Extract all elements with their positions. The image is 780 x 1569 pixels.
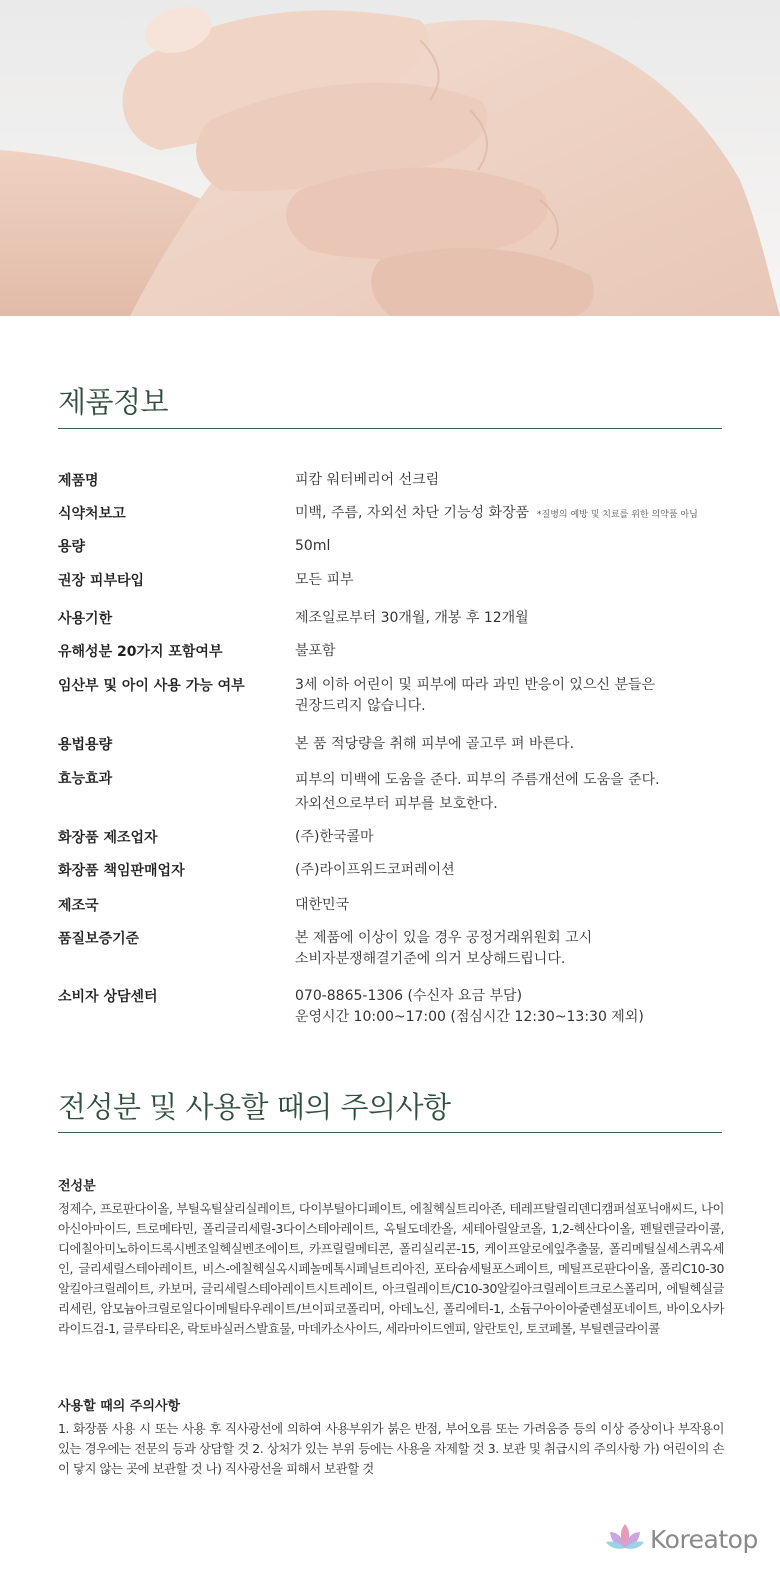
info-note: *질병의 예방 및 치료를 위한 의약품 아님	[537, 510, 698, 520]
info-label: 권장 피부타입	[58, 573, 145, 589]
info-label: 품질보증기준	[58, 931, 140, 947]
ingredients-heading: 전성분	[58, 1179, 96, 1194]
info-label: 유해성분 20가지 포함여부	[58, 644, 223, 660]
info-value: 50ml	[295, 538, 331, 554]
info-label: 화장품 책임판매업자	[58, 863, 185, 879]
lotus-icon	[606, 1522, 644, 1556]
section-title-product-info: 제품정보	[58, 385, 169, 419]
info-value: 피캄 워터베리어 선크림	[295, 472, 440, 488]
info-label: 제조국	[58, 898, 99, 914]
section-divider	[58, 428, 722, 429]
info-value: 피부의 미백에 도움을 준다. 피부의 주름개선에 도움을 준다. 자외선으로부터 피부를 보호한다.	[295, 772, 660, 812]
hero-photo	[0, 0, 780, 316]
cautions-text: 1. 화장품 사용 시 또는 사용 후 직사광선에 의하여 사용부위가 붉은 반점, 부어오름 또는 가려움증 등의 이상 증상이나 부작용이 있는 경우에는 전문의 등과 상담할 것 2. 상처가 있는 부위 등에는 사용을 자제할 것 3. 보관 및 취급시의 주의사항 가) 어린이의 손이 닿지 않는 곳에 보관할 것 나) 직사광선을 피해서 보관할 것	[58, 1421, 724, 1476]
info-label: 임산부 및 아이 사용 가능 여부	[58, 678, 245, 694]
info-value: (주)한국콜마	[295, 829, 374, 845]
section-divider	[58, 1132, 722, 1133]
info-label: 용량	[58, 539, 86, 555]
hands-illustration	[0, 0, 780, 316]
info-value: 모든 피부	[295, 572, 354, 588]
info-value: 본 제품에 이상이 있을 경우 공정거래위원회 고시 소비자분쟁해결기준에 의거 보상해드립니다.	[295, 930, 593, 967]
info-label: 화장품 제조업자	[58, 830, 158, 846]
info-value: 제조일로부터 30개월, 개봉 후 12개월	[295, 610, 529, 626]
info-label: 효능효과	[58, 771, 113, 787]
info-value: 3세 이하 어린이 및 피부에 따라 과민 반응이 있으신 분들은 권장드리지 않습니다.	[295, 677, 656, 714]
brand-watermark	[606, 1522, 776, 1556]
info-label: 용법용량	[58, 737, 113, 753]
info-value: 미백, 주름, 자외선 차단 기능성 화장품 *질병의 예방 및 치료를 위한 의약품 아님	[295, 505, 698, 521]
info-label: 식약처보고	[58, 506, 126, 522]
brand-name: Koreatop	[650, 1524, 758, 1554]
info-value: 본 품 적당량을 취해 피부에 골고루 펴 바른다.	[295, 736, 575, 752]
info-value: 070-8865-1306 (수신자 요금 부담) 운영시간 10:00~17:00 (점심시간 12:30~13:30 제외)	[295, 988, 644, 1025]
section-title-ingredients: 전성분 및 사용할 때의 주의사항	[58, 1090, 451, 1124]
info-value: 불포함	[295, 643, 336, 659]
info-label: 소비자 상담센터	[58, 989, 158, 1005]
info-value: (주)라이프위드코퍼레이션	[295, 862, 455, 878]
info-label: 사용기한	[58, 611, 113, 627]
ingredients-text: 정제수, 프로판다이올, 부틸옥틸살리실레이트, 다이부틸아디페이트, 에칠헥실트리아존, 테레프탈릴리덴디캠퍼설포닉애씨드, 나이아신아마이드, 트로메타민, 폴리글리세릴-3다이스테아레이트, 옥틸도데칸올, 세테아릴알코올, 1,2-헥산다이올, 펜틸렌글라이콜, 디에칠아미노하이드록시벤조일헥실벤조에이트, 카프릴릴메티콘, 폴리실리콘-15, 케이프알로에잎추출물, 폴리메틸실세스퀴옥세인, 글리세릴스테아레이트, 비스-에칠헥실옥시페놀메톡시페닐트리아진, 포타슘세틸포스페이트, 메틸프로판다이올, 폴리C10-30알킬아크릴레이트, 카보머, 글리세릴스테아레이트시트레이트, 아크릴레이트/C10-30알킬아크릴레이트크로스폴리머, 에틸헥실글리세린, 암모늄아크릴로일다이메틸타우레이트/브이피코폴리머, 아데노신, 폴리에터-1, 소듐구아이아줄렌설포네이트, 바이오사카라이드검-1, 글루타티온, 락토바실러스발효물, 마데카소사이드, 세라마이드엔피, 알란토인, 토코페롤, 부틸렌글라이콜	[58, 1201, 724, 1336]
info-value: 대한민국	[295, 897, 350, 913]
cautions-heading: 사용할 때의 주의사항	[58, 1399, 181, 1414]
info-label: 제품명	[58, 473, 99, 489]
